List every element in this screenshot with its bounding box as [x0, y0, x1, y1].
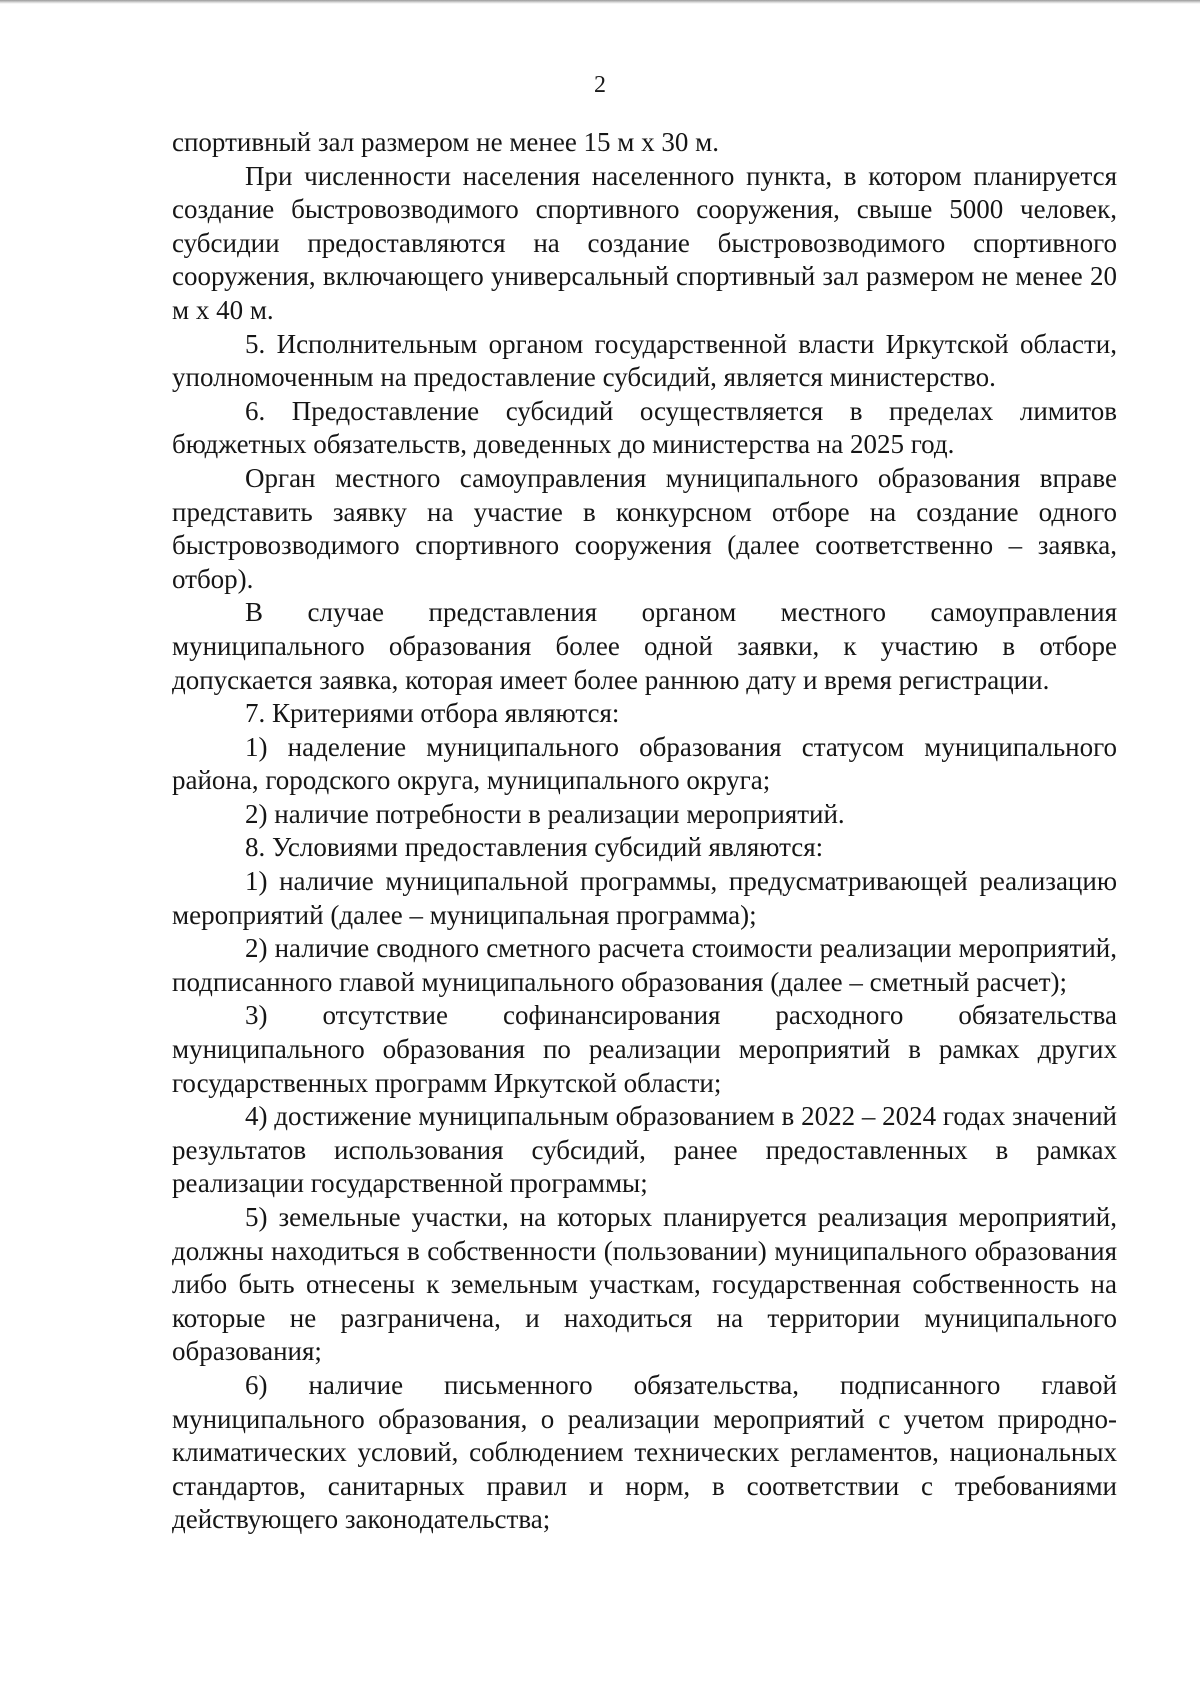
page-number: 2: [594, 72, 606, 98]
paragraph-condition-4: 4) достижение муниципальным образованием в 2022 – 2024 годах значений результатов использования субсидий, ранее предоставленных в рамках реализации государственной программы;: [172, 1101, 1117, 1199]
paragraph-item-7: 7. Критериями отбора являются:: [245, 698, 620, 729]
document-body: [172, 126, 1117, 1537]
paragraph-item-5: 5. Исполнительным органом государственной власти Иркутской области, уполномоченным на предоставление субсидий, является министерство.: [172, 328, 1117, 393]
paragraph-criterion-1: 1) наделение муниципального образования статусом муниципального района, городского округа, муниципального округа;: [172, 731, 1117, 796]
paragraph-item-8: 8. Условиями предоставления субсидий являются:: [245, 832, 824, 863]
paragraph-condition-1: 1) наличие муниципальной программы, предусматривающей реализацию мероприятий (далее – муниципальная программа);: [172, 866, 1117, 930]
paragraph-item-6: 6. Предоставление субсидий осуществляется в пределах лимитов бюджетных обязательств, доведенных до министерства на 2025 год.: [172, 395, 1117, 460]
paragraph-criterion-2: 2) наличие потребности в реализации мероприятий.: [245, 798, 845, 829]
paragraph-population-condition: При численности населения населенного пункта, в котором планируется создание быстровозводимого спортивного сооружения, свыше 5000 человек, субсидии предоставляются на создание быстровозводимого спортивного сооружения, включающего универсальный спортивный зал размером не менее 20 м х 40 м.: [172, 160, 1117, 325]
paragraph-condition-5: 5) земельные участки, на которых планируется реализация мероприятий, должны находиться в собственности (пользовании) муниципального образования либо быть отнесены к земельным участкам, государственная собственность на которые не разграничена, и находиться на территории муниципального образования;: [172, 1202, 1117, 1367]
paragraph-condition-3: 3) отсутствие софинансирования расходного обязательства муниципального образования по реализации мероприятий в рамках других государственных программ Иркутской области;: [172, 1000, 1117, 1098]
paragraph-condition-2: 2) наличие сводного сметного расчета стоимости реализации мероприятий, подписанного главой муниципального образования (далее – сметный расчет);: [172, 933, 1117, 997]
paragraph-application-right: Орган местного самоуправления муниципального образования вправе представить заявку на участие в конкурсном отборе на создание одного быстровозводимого спортивного сооружения (далее соответственно – заявка, отбор).: [172, 462, 1117, 594]
paragraph-multiple-applications: В случае представления органом местного самоуправления муниципального образования более одной заявки, к участию в отборе допускается заявка, которая имеет более раннюю дату и время регистрации.: [172, 597, 1117, 695]
paragraph-continuation: спортивный зал размером не менее 15 м х 30 м.: [172, 127, 719, 157]
paragraph-condition-6: 6) наличие письменного обязательства, подписанного главой муниципального образования, о реализации мероприятий с учетом природно-климатических условий, соблюдением технических регламентов, национальных стандартов, санитарных правил и норм, в соответствии с требованиями действующего законодательства;: [172, 1369, 1117, 1535]
scan-top-edge: [0, 0, 1200, 4]
